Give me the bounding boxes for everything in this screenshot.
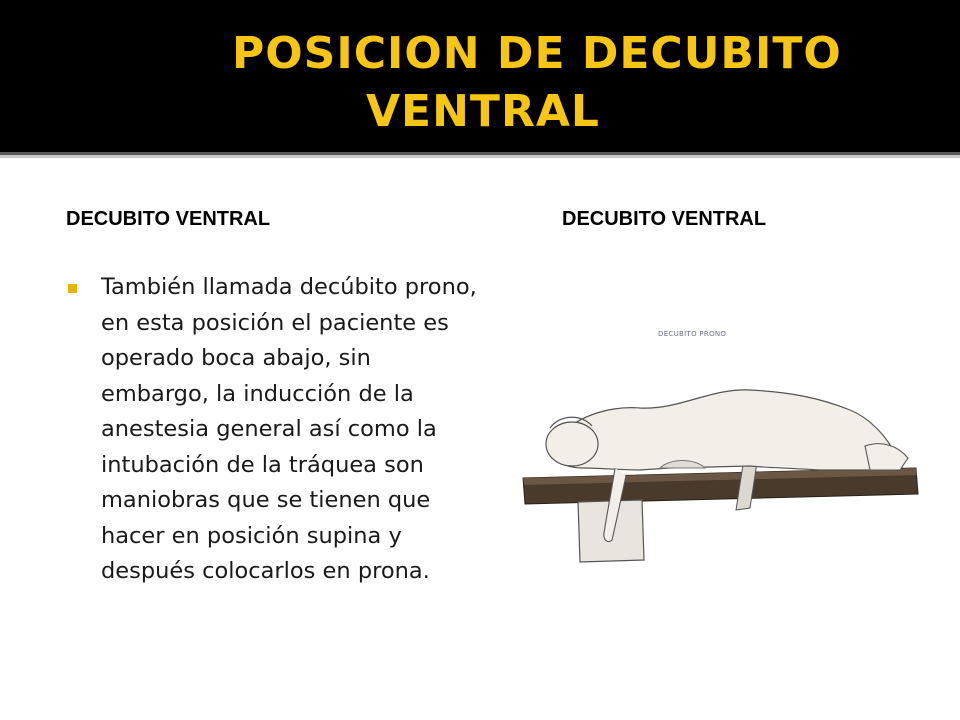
prone-patient-illustration bbox=[520, 318, 925, 563]
title-bar bbox=[0, 0, 960, 152]
bullet-text: También llamada decúbito prono, en esta posición el paciente es operado boca abajo, sin embargo, la inducción de la anestesia general así como la intubación de la tráquea son maniobras que se tienen que hacer en posición supina y después colocarlos en prona. bbox=[101, 274, 477, 584]
slide-title-line-1: POSICION DE DECUBITO bbox=[232, 28, 842, 79]
slide-title-line-2: VENTRAL bbox=[366, 86, 600, 137]
figure-label: DECUBITO PRONO bbox=[658, 330, 727, 338]
right-column-heading: DECUBITO VENTRAL bbox=[562, 208, 767, 230]
slide-content bbox=[0, 158, 960, 720]
prone-patient-drawing bbox=[520, 318, 925, 563]
left-column-heading: DECUBITO VENTRAL bbox=[66, 208, 271, 230]
square-bullet-icon bbox=[68, 284, 77, 293]
